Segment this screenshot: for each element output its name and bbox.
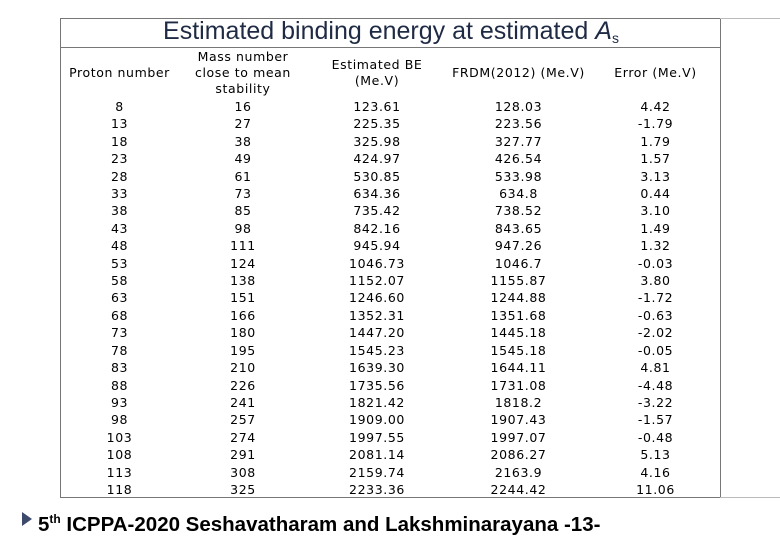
- cell-error: 4.16: [640, 464, 671, 480]
- cell-proton-number: 103: [106, 429, 133, 445]
- cell-mass-number: 85: [234, 203, 252, 219]
- cell-proton-number: 78: [110, 342, 129, 358]
- cell-frdm: 2163.9: [494, 464, 543, 480]
- table-row: [61, 446, 720, 463]
- cell-proton-number: 93: [110, 394, 129, 410]
- cell-mass-number: 210: [230, 360, 256, 376]
- cell-proton-number: 23: [110, 151, 129, 167]
- slide-footer: [38, 506, 601, 536]
- bullet-arrow-icon: [22, 512, 32, 526]
- cell-error: 3.10: [640, 203, 671, 219]
- cell-proton-number: 28: [110, 168, 129, 184]
- cell-proton-number: 48: [110, 238, 129, 254]
- cell-mass-number: 38: [234, 133, 252, 149]
- header-proton-number: Proton number: [69, 65, 170, 80]
- cell-mass-number: 16: [234, 99, 252, 114]
- cell-proton-number: 43: [110, 220, 129, 236]
- cell-frdm: 947.26: [494, 238, 543, 254]
- cell-proton-number: 8: [115, 99, 124, 114]
- table-header-row: [61, 48, 720, 98]
- cell-error: 1.79: [640, 133, 671, 149]
- right-guide-lines: [720, 18, 780, 498]
- cell-estimated-be: 2159.74: [349, 464, 405, 480]
- cell-mass-number: 325: [230, 481, 256, 497]
- table-row: [61, 202, 720, 219]
- cell-estimated-be: 1352.31: [349, 307, 405, 323]
- cell-frdm: 327.77: [494, 133, 543, 149]
- table-row: [61, 98, 720, 115]
- table-row: [61, 377, 720, 394]
- cell-mass-number: 27: [234, 116, 252, 132]
- footer-text: ICPPA-2020 Seshavatharam and Lakshminarayana -13-: [60, 513, 601, 536]
- table-row: [61, 359, 720, 376]
- cell-mass-number: 49: [234, 151, 252, 167]
- cell-mass-number: 308: [230, 464, 256, 480]
- cell-mass-number: 138: [230, 273, 256, 289]
- cell-frdm: 2086.27: [490, 447, 547, 463]
- cell-mass-number: 291: [230, 447, 256, 463]
- cell-frdm: 634.8: [499, 186, 538, 202]
- cell-mass-number: 61: [234, 168, 252, 184]
- cell-estimated-be: 1447.20: [349, 325, 405, 341]
- cell-proton-number: 33: [110, 186, 129, 202]
- title-subscript: s: [611, 30, 619, 46]
- cell-error: -0.63: [637, 307, 674, 323]
- footer-ordinal: 5: [38, 513, 50, 536]
- table-row: [61, 342, 720, 359]
- title-text: Estimated binding energy at estimated: [163, 17, 596, 45]
- table-row: [61, 324, 720, 341]
- cell-error: -0.03: [637, 255, 674, 271]
- table-row: [61, 220, 720, 237]
- table-row: [61, 272, 720, 289]
- cell-frdm: 1244.88: [490, 290, 547, 306]
- cell-proton-number: 38: [110, 203, 129, 219]
- cell-mass-number: 166: [230, 307, 256, 323]
- header-frdm: FRDM(2012) (Me.V): [452, 65, 585, 80]
- table-row: [61, 115, 720, 132]
- cell-mass-number: 73: [234, 186, 252, 202]
- cell-proton-number: 63: [110, 290, 129, 306]
- binding-energy-table: [61, 48, 720, 498]
- cell-frdm: 738.52: [494, 203, 543, 219]
- cell-proton-number: 98: [110, 412, 129, 428]
- cell-frdm: 1155.87: [490, 273, 547, 289]
- cell-proton-number: 68: [110, 307, 129, 323]
- table-row: [61, 185, 720, 202]
- cell-proton-number: 83: [110, 360, 129, 376]
- cell-estimated-be: 123.61: [353, 99, 401, 114]
- cell-frdm: 533.98: [494, 168, 543, 184]
- cell-proton-number: 53: [110, 255, 129, 271]
- cell-frdm: 1644.11: [490, 360, 547, 376]
- cell-estimated-be: 1639.30: [349, 360, 405, 376]
- cell-estimated-be: 424.97: [353, 151, 401, 167]
- cell-estimated-be: 1152.07: [349, 273, 405, 289]
- cell-mass-number: 241: [230, 394, 256, 410]
- cell-error: -1.57: [637, 412, 674, 428]
- cell-error: 1.57: [640, 151, 671, 167]
- cell-frdm: 223.56: [494, 116, 543, 132]
- table-row: [61, 133, 720, 150]
- cell-error: 3.13: [640, 168, 671, 184]
- cell-mass-number: 180: [230, 325, 256, 341]
- table-row: [61, 255, 720, 272]
- cell-error: 4.42: [640, 99, 671, 114]
- cell-estimated-be: 1735.56: [349, 377, 405, 393]
- cell-estimated-be: 842.16: [353, 220, 401, 236]
- cell-frdm: 1351.68: [490, 307, 547, 323]
- header-error: Error (Me.V): [614, 65, 697, 80]
- cell-estimated-be: 1821.42: [349, 394, 405, 410]
- cell-estimated-be: 2233.36: [349, 481, 405, 497]
- cell-mass-number: 98: [234, 220, 252, 236]
- header-estimated-be: Estimated BE (Me.V): [331, 57, 423, 88]
- cell-proton-number: 58: [110, 273, 129, 289]
- cell-error: -2.02: [637, 325, 674, 341]
- cell-mass-number: 124: [230, 255, 256, 271]
- table-row: [61, 429, 720, 446]
- cell-proton-number: 13: [110, 116, 129, 132]
- table-row: [61, 289, 720, 306]
- cell-frdm: 2244.42: [490, 481, 547, 497]
- cell-mass-number: 274: [230, 429, 256, 445]
- cell-frdm: 843.65: [494, 220, 543, 236]
- cell-mass-number: 226: [230, 377, 256, 393]
- cell-error: 1.32: [640, 238, 671, 254]
- cell-estimated-be: 2081.14: [349, 447, 405, 463]
- cell-proton-number: 108: [106, 447, 133, 463]
- table-row: [61, 307, 720, 324]
- cell-proton-number: 118: [106, 481, 133, 497]
- header-mass-number: Mass number close to mean stability: [195, 49, 291, 96]
- cell-frdm: 1818.2: [494, 394, 543, 410]
- cell-estimated-be: 1046.73: [349, 255, 405, 271]
- cell-estimated-be: 530.85: [353, 168, 401, 184]
- cell-mass-number: 111: [230, 238, 256, 254]
- cell-estimated-be: 1545.23: [349, 342, 405, 358]
- cell-frdm: 1731.08: [490, 377, 547, 393]
- cell-error: 0.44: [640, 186, 671, 202]
- table-row: [61, 237, 720, 254]
- cell-frdm: 1545.18: [490, 342, 547, 358]
- table-row: [61, 150, 720, 167]
- table-row: [61, 411, 720, 428]
- cell-frdm: 426.54: [494, 151, 543, 167]
- cell-error: -0.05: [637, 342, 674, 358]
- cell-frdm: 1445.18: [490, 325, 547, 341]
- cell-proton-number: 73: [110, 325, 129, 341]
- cell-mass-number: 195: [230, 342, 256, 358]
- cell-error: 5.13: [640, 447, 671, 463]
- cell-estimated-be: 1909.00: [349, 412, 405, 428]
- table-row: [61, 481, 720, 498]
- cell-estimated-be: 325.98: [353, 133, 401, 149]
- cell-frdm: 1907.43: [490, 412, 547, 428]
- cell-estimated-be: 735.42: [353, 203, 401, 219]
- title-variable: A: [595, 17, 612, 45]
- cell-proton-number: 113: [106, 464, 133, 480]
- table-row: [61, 168, 720, 185]
- table-row: [61, 394, 720, 411]
- cell-estimated-be: 945.94: [353, 238, 401, 254]
- cell-estimated-be: 1246.60: [349, 290, 405, 306]
- cell-error: -4.48: [637, 377, 674, 393]
- cell-error: 4.81: [640, 360, 671, 376]
- table-row: [61, 464, 720, 481]
- table-body: [61, 98, 720, 498]
- cell-error: 1.49: [640, 220, 671, 236]
- cell-error: -3.22: [637, 394, 674, 410]
- cell-error: 3.80: [640, 273, 671, 289]
- footer-superscript: th: [49, 512, 61, 526]
- cell-error: 11.06: [636, 481, 675, 497]
- cell-error: -0.48: [637, 429, 674, 445]
- cell-proton-number: 88: [110, 377, 129, 393]
- cell-mass-number: 151: [230, 290, 256, 306]
- cell-frdm: 1997.07: [490, 429, 547, 445]
- cell-frdm: 128.03: [494, 99, 543, 114]
- cell-proton-number: 18: [110, 133, 129, 149]
- cell-error: -1.79: [637, 116, 674, 132]
- cell-estimated-be: 634.36: [353, 186, 401, 202]
- cell-error: -1.72: [637, 290, 674, 306]
- cell-estimated-be: 1997.55: [349, 429, 405, 445]
- cell-frdm: 1046.7: [494, 255, 543, 271]
- cell-mass-number: 257: [230, 412, 256, 428]
- cell-estimated-be: 225.35: [353, 116, 401, 132]
